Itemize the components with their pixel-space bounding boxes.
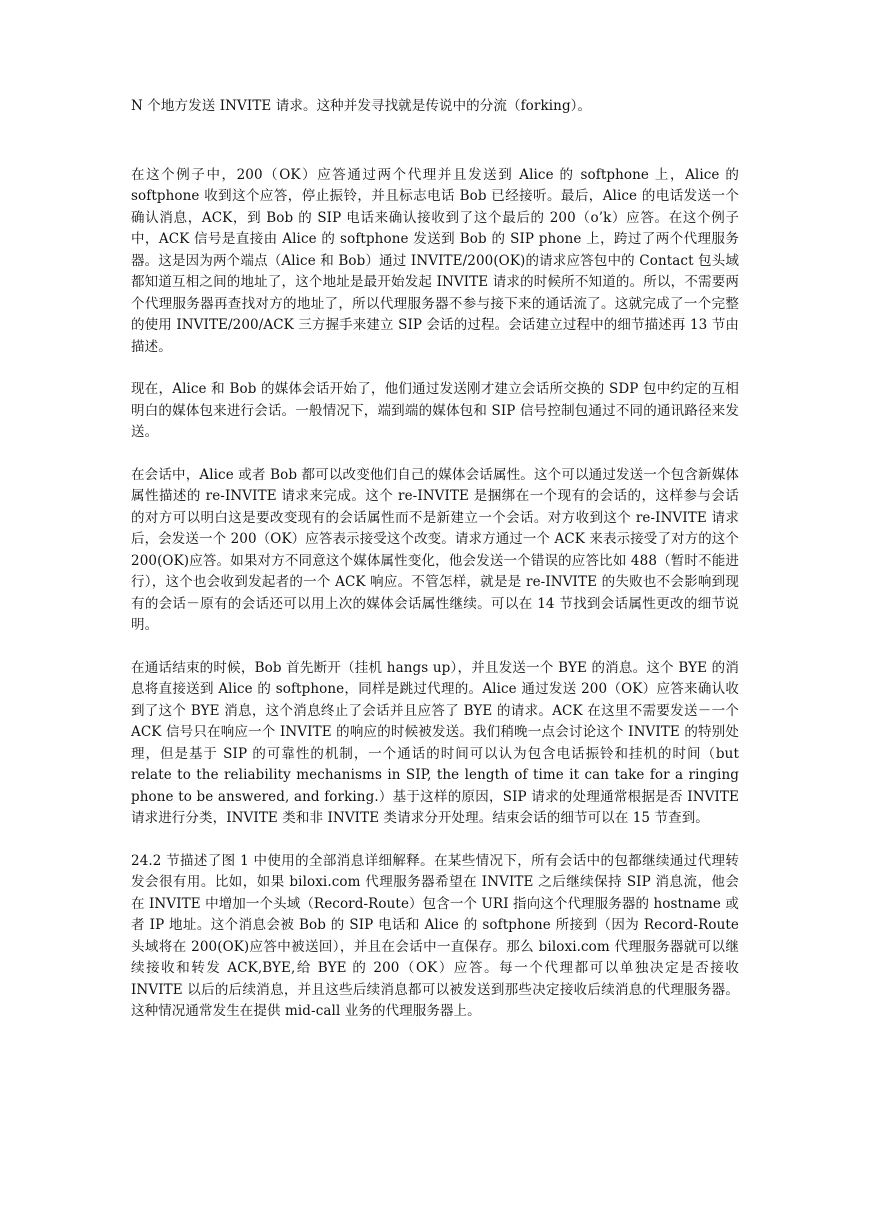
paragraph-media-session: 现在，Alice 和 Bob 的媒体会话开始了，他们通过发送刚才建立会话所交换的 SDP 包中约定的互相明白的媒体包来进行会话。一般情况下，端到端的媒体包和 SIP 信号控制包通过不同的通讯路径来发送。: [131, 381, 739, 440]
paragraph-record-route: 24.2 节描述了图 1 中使用的全部消息详细解释。在某些情况下，所有会话中的包都继续通过代理转发会很有用。比如，如果 biloxi.com 代理服务器希望在 INVITE 之后继续保持 SIP 消息流，他会在 INVITE 中增加一个头域（Record-Route）包含一个 URI 指向这个代理服务器的 hostname 或者 IP 地址。这个消息会被 Bob 的 SIP 电话和 Alice 的 softphone 所接到（因为 Record-Route 头域将在 200(OK)应答中被送回），并且在会话中一直保存。那么 biloxi.com 代理服务器就可以继续接收和转发 ACK,BYE,给 BYE 的 200（OK）应答。每一个代理都可以单独决定是否接收 INVITE 以后的后续消息，并且这些后续消息都可以被发送到那些决定接收后续消息的代理服务器。这种情况通常发生在提供 mid-call 业务的代理服务器上。: [131, 852, 739, 1019]
paragraph-bye: 在通话结束的时候，Bob 首先断开（挂机 hangs up），并且发送一个 BYE 的消息。这个 BYE 的消息将直接送到 Alice 的 softphone，同样是跳过代理的。Alice 通过发送 200（OK）应答来确认收到了这个 BYE 消息，这个消息终止了会话并且应答了 BYE 的请求。ACK 在这里不需要发送－一个 ACK 信号只在响应一个 INVITE 的响应的时候被发送。我们稍晚一点会讨论这个 INVITE 的特别处理，但是基于 SIP 的可靠性的机制，一个通话的时间可以认为包含电话振铃和挂机的时间（but relate to the reliability mechanisms in SIP, the length of time it can take for a ringing phone to be answered, and forking.）基于这样的原因，SIP 请求的处理通常根据是否 INVITE 请求进行分类，INVITE 类和非 INVITE 类请求分开处理。结束会话的细节可以在 15 节查到。: [131, 659, 739, 826]
paragraph-re-invite: 在会话中，Alice 或者 Bob 都可以改变他们自己的媒体会话属性。这个可以通过发送一个包含新媒体属性描述的 re-INVITE 请求来完成。这个 re-INVITE 是捆绑在一个现有的会话的，这样参与会话的对方可以明白这是要改变现有的会话属性而不是新建立一个会话。对方收到这个 re-INVITE 请求后，会发送一个 200（OK）应答表示接受这个改变。请求方通过一个 ACK 来表示接受了对方的这个 200(OK)应答。如果对方不同意这个媒体属性变化，他会发送一个错误的应答比如 488（暂时不能进行），这个也会收到发起者的一个 ACK 响应。不管怎样，就是是 re-INVITE 的失败也不会影响到现有的会话－原有的会话还可以用上次的媒体会话属性继续。可以在 14 节找到会话属性更改的细节说明。: [131, 466, 739, 633]
document-page: [131, 96, 739, 1023]
paragraph-forking: N 个地方发送 INVITE 请求。这种并发寻找就是传说中的分流（forking）。: [131, 98, 592, 114]
paragraph-ok-response-ack: 在这个例子中，200（OK）应答通过两个代理并且发送到 Alice 的 softphone 上，Alice 的 softphone 收到这个应答，停止振铃，并且标志电话 Bob 已经接听。最后，Alice 的电话发送一个确认消息，ACK，到 Bob 的 SIP 电话来确认接收到了这个最后的 200（o’k）应答。在这个例子中，ACK 信号是直接由 Alice 的 softphone 发送到 Bob 的 SIP phone 上，跨过了两个代理服务器。这是因为两个端点（Alice 和 Bob）通过 INVITE/200(OK)的请求应答包中的 Contact 包头域都知道互相之间的地址了，这个地址是最开始发起 INVITE 请求的时候所不知道的。所以，不需要两个代理服务器再查找对方的地址了，所以代理服务器不参与接下来的通话流了。这就完成了一个完整的使用 INVITE/200/ACK 三方握手来建立 SIP 会话的过程。会话建立过程中的细节描述再 13 节由描述。: [131, 166, 739, 355]
